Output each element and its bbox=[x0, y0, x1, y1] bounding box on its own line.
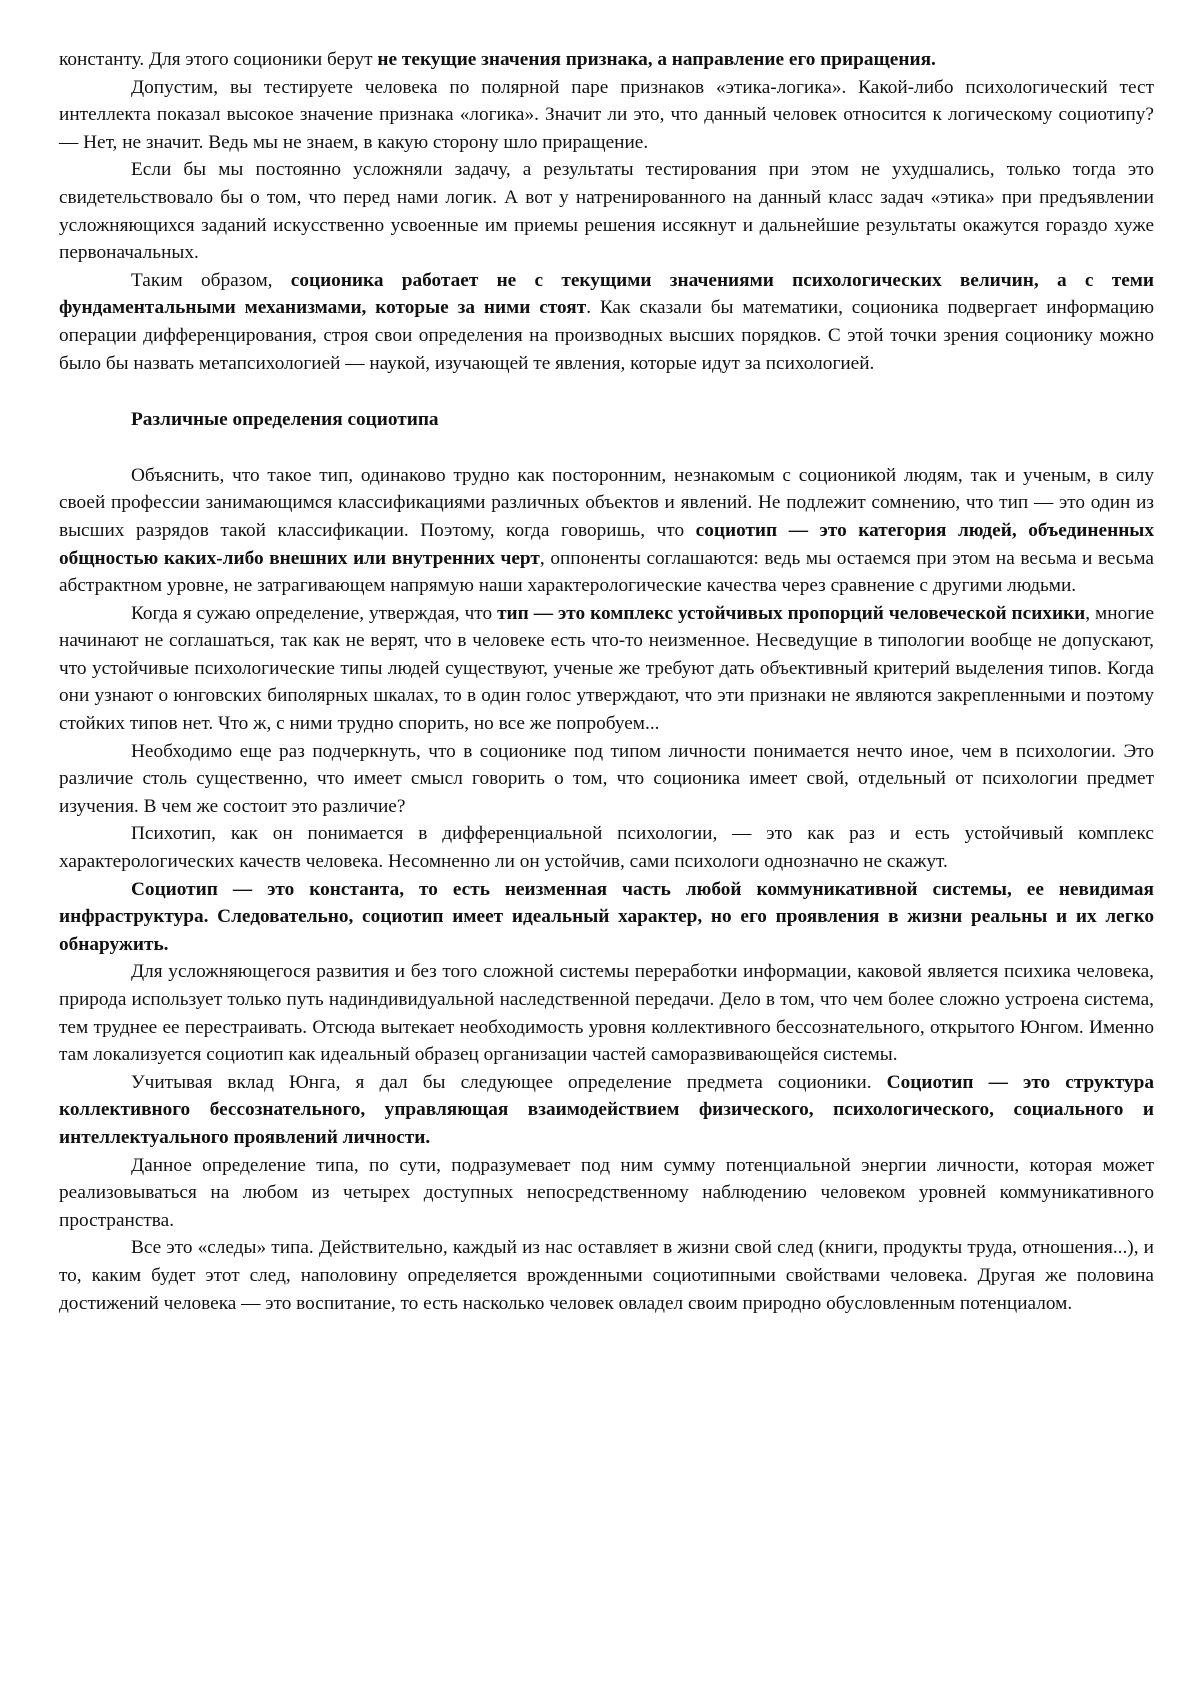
body-paragraph bbox=[59, 1069, 1154, 1152]
text-run: константу. Для этого соционики берут bbox=[59, 49, 378, 70]
text-run: Таким образом, bbox=[131, 269, 291, 291]
bold-text-run: не текущие значения признака, а направление его приращения. bbox=[377, 49, 936, 70]
text-run: Учитывая вклад Юнга, я дал бы следующее определение предмета соционики. bbox=[131, 1071, 887, 1093]
body-paragraph bbox=[59, 1234, 1154, 1317]
body-paragraph bbox=[59, 156, 1154, 266]
bold-text-run: тип — это комплекс устойчивых пропорций человеческой психики bbox=[497, 602, 1086, 624]
text-run: Данное определение типа, по сути, подразумевает под ним сумму потенциальной энергии личности, которая может реализовываться на любом из четырех доступных непосредственному наблюдению человеком уровней коммуникативного пространства. bbox=[59, 1154, 1154, 1231]
section-heading bbox=[59, 406, 1154, 434]
body-paragraph bbox=[59, 267, 1154, 377]
text-run: Когда я сужаю определение, утверждая, что bbox=[131, 602, 498, 624]
text-run: Для усложняющегося развития и без того сложной системы переработки информации, каковой является психика человека, природа использует только путь надиндивидуальной наследственной передачи. Дело в том, что чем более сложно устроена система, тем труднее ее перестраивать. Отсюда вытекает необходимость уровня коллективного бессознательного, открытого Юнгом. Именно там локализуется социотип как идеальный образец организации частей саморазвивающейся системы. bbox=[59, 961, 1154, 1066]
body-paragraph bbox=[59, 820, 1154, 875]
body-paragraph bbox=[59, 1152, 1154, 1235]
body-paragraph bbox=[59, 462, 1154, 600]
bold-text-run: Различные определения социотипа bbox=[131, 409, 439, 431]
text-run: , многие начинают не соглашаться, так как не верят, что в человеке есть что-то неизменное. Несведущие в типологии вообще не допускают, что устойчивые психологические типы людей существуют, ученые же требуют дать объективный критерий выделения типов. Когда они узнают о юнговских биполярных шкалах, то в один голос утверждают, что эти признаки не являются закрепленными и поэтому стойких типов нет. Что ж, с ними трудно спорить, но все же попробуем... bbox=[59, 602, 1155, 735]
text-run: Объяснить, что такое тип, одинаково трудно как посторонним, незнакомым с соционикой людям, так и ученым, в силу своей профессии занимающимся классификациями различных объектов и явлений. Не подлежит сомнению, что тип — это один из высших разрядов такой классификации. Поэтому, когда говоришь, что bbox=[59, 464, 1154, 541]
text-run: Допустим, вы тестируете человека по полярной паре признаков «этика-логика». Какой-либо психологический тест интеллекта показал высокое значение признака «логика». Значит ли это, что данный человек относится к логическому социотипу? — Нет, не значит. Ведь мы не знаем, в какую сторону шло приращение. bbox=[59, 76, 1154, 153]
body-paragraph bbox=[59, 46, 1154, 74]
bold-text-run: социотип — это категория людей, объединенных общностью каких-либо внешних или внутренних черт bbox=[59, 519, 1154, 569]
text-run: Все это «следы» типа. Действительно, каждый из нас оставляет в жизни свой след (книги, продукты труда, отношения...), и то, каким будет этот след, наполовину определяется врожденными социотипными свойствами человека. Другая же половина достижений человека — это воспитание, то есть насколько человек овладел своим природно обусловленным потенциалом. bbox=[59, 1237, 1154, 1314]
bold-text-run: Социотип — это структура коллективного бессознательного, управляющая взаимодействием физического, психологического, социального и интеллектуального проявлений личности. bbox=[59, 1071, 1154, 1148]
text-run: . Как сказали бы математики, соционика подвергает информацию операции дифференцирования, строя свои определения на производных высших порядков. С этой точки зрения соционику можно было бы назвать метапсихологией — наукой, изучающей те явления, которые идут за психологией. bbox=[59, 297, 1154, 374]
text-run: Психотип, как он понимается в дифференциальной психологии, — это как раз и есть устойчивый комплекс характерологических качеств человека. Несомненно ли он устойчив, сами психологи однозначно не скажут. bbox=[59, 823, 1154, 873]
bold-text-run: соционика работает не с текущими значениями психологических величин, а с теми фундаментальными механизмами, которые за ними стоят bbox=[59, 269, 1154, 319]
body-paragraph bbox=[59, 600, 1154, 738]
text-run: Если бы мы постоянно усложняли задачу, а результаты тестирования при этом не ухудшались, только тогда это свидетельствовало бы о том, что перед нами логик. А вот у натренированного на данный класс задач «этика» при предъявлении усложняющихся заданий искусственно усвоенные им приемы решения иссякнут и дальнейшие результаты окажутся гораздо хуже первоначальных. bbox=[59, 159, 1154, 264]
body-paragraph bbox=[59, 876, 1154, 959]
bold-text-run: Социотип — это константа, то есть неизменная часть любой коммуникативной системы, ее невидимая инфраструктура. Следовательно, социотип имеет идеальный характер, но его проявления в жизни реальны и их легко обнаружить. bbox=[59, 878, 1154, 955]
body-paragraph bbox=[59, 74, 1154, 157]
text-run: Необходимо еще раз подчеркнуть, что в соционике под типом личности понимается нечто иное, чем в психологии. Это различие столь существенно, что имеет смысл говорить о том, что соционика имеет свой, отдельный от психологии предмет изучения. В чем же состоит это различие? bbox=[59, 740, 1154, 817]
text-run: , оппоненты соглашаются: ведь мы остаемся при этом на весьма и весьма абстрактном уровне, не затрагивающем напрямую наши характерологические качества через сравнение с другими людьми. bbox=[59, 547, 1154, 597]
body-paragraph bbox=[59, 958, 1154, 1068]
body-paragraph bbox=[59, 738, 1154, 821]
